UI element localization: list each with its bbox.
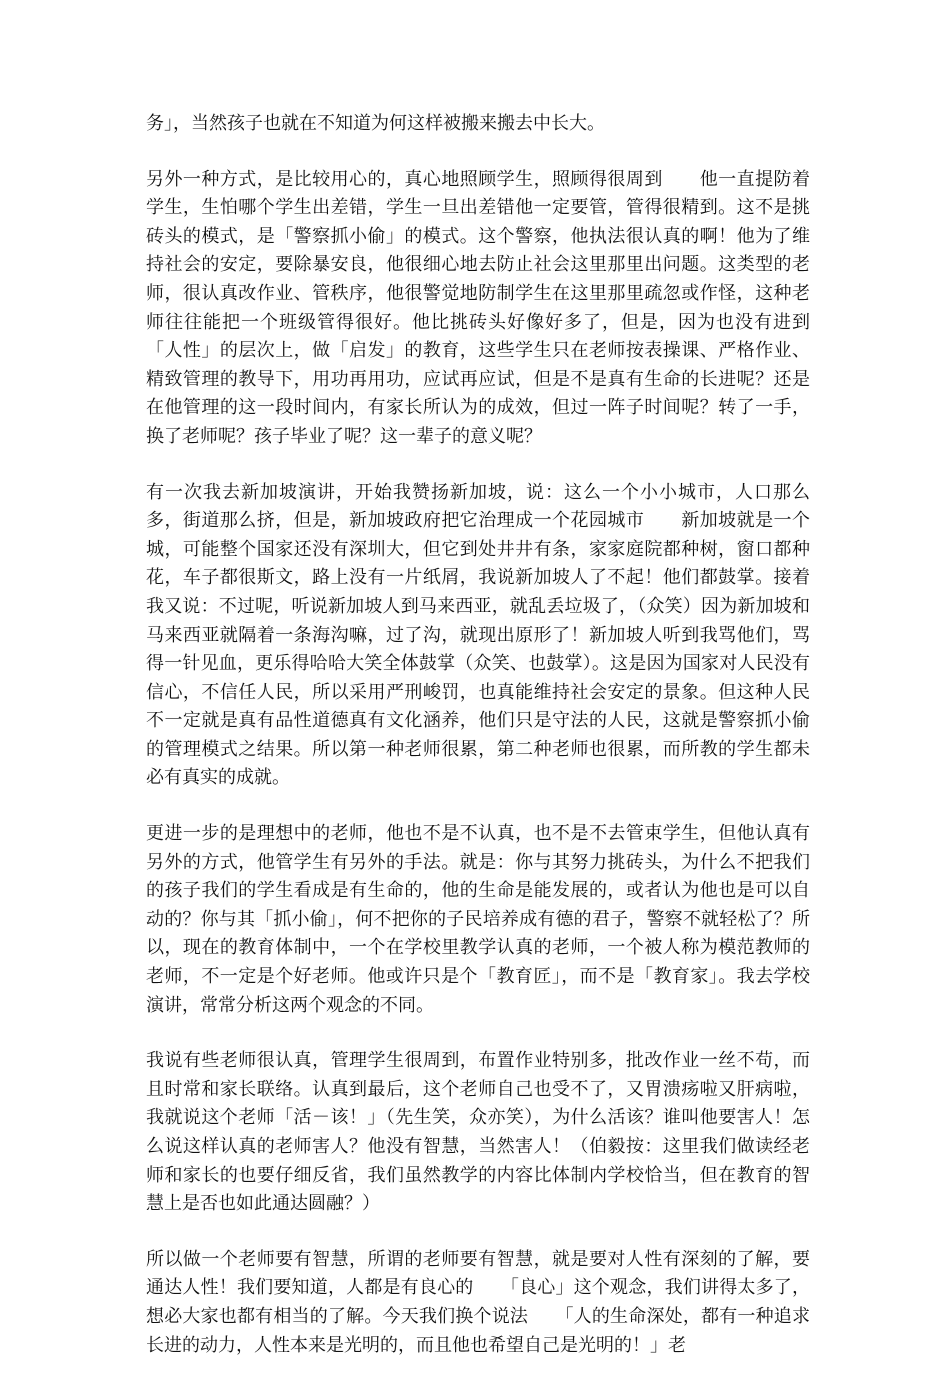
paragraph-2: 另外一种方式，是比较用心的，真心地照顾学生，照顾得很周到 他一直提防着学生，生怕哪个学生出差错，学生一旦出差错他一定要管，管得很精到。这不是挑砖头的模式，是「警察抓小偷」的模式。这个警察，他执法很认真的啊！他为了维持社会的安定，要除暴安良，他很细心地去防止社会这里那里出问题。这类型的老师，很认真改作业、管秩序，他很警觉地防制学生在这里那里疏忽或作怪，这种老师往往能把一个班级管得很好。他比挑砖头好像好多了，但是，因为也没有进到「人性」的层次上，做「启发」的教育，这些学生只在老师按表操课、严格作业、精致管理的教导下，用功再用功，应试再应试，但是不是真有生命的长进呢？还是在他管理的这一段时间内，有家长所认为的成效，但过一阵子时间呢？转了一手，换了老师呢？孩子毕业了呢？这一辈子的意义呢？ xyxy=(146,168,810,447)
paragraph-4: 更进一步的是理想中的老师，他也不是不认真，也不是不去管束学生，但他认真有另外的方式，他管学生有另外的手法。就是：你与其努力挑砖头，为什么不把我们的孩子我们的学生看成是有生命的，他的生命是能发展的，或者认为他也是可以自动的？你与其「抓小偷」，何不把你的子民培养成有德的君子，警察不就轻松了？所以，现在的教育体制中，一个在学校里教学认真的老师，一个被人称为模范教师的老师，不一定是个好老师。他或许只是个「教育匠」，而不是「教育家」。我去学校演讲，常常分析这两个观念的不同。 xyxy=(146,823,810,1016)
paragraph-5: 我说有些老师很认真，管理学生很周到，布置作业特别多，批改作业一丝不苟，而且时常和家长联络。认真到最后，这个老师自己也受不了，又胃溃疡啦又肝病啦，我就说这个老师「活－该！」（先生笑，众亦笑），为什么活该？谁叫他要害人！怎么说这样认真的老师害人？他没有智慧，当然害人！（伯毅按：这里我们做读经老师和家长的也要仔细反省，我们虽然教学的内容比体制内学校恰当，但在教育的智慧上是否也如此通达圆融？） xyxy=(146,1050,810,1215)
paragraph-3: 有一次我去新加坡演讲，开始我赞扬新加坡，说：这么一个小小城市，人口那么多，街道那么挤，但是，新加坡政府把它治理成一个花园城市 新加坡就是一个城，可能整个国家还没有深圳大，但它到处井井有条，家家庭院都种树，窗口都种花，车子都很斯文，路上没有一片纸屑，我说新加坡人了不起！他们都鼓掌。接着我又说：不过呢，听说新加坡人到马来西亚，就乱丢垃圾了，（众笑）因为新加坡和马来西亚就隔着一条海沟嘛，过了沟，就现出原形了！新加坡人听到我骂他们，骂得一针见血，更乐得哈哈大笑全体鼓掌（众笑、也鼓掌）。这是因为国家对人民没有信心，不信任人民，所以采用严刑峻罚，也真能维持社会安定的景象。但这种人民不一定就是真有品性道德真有文化涵养，他们只是守法的人民，这就是警察抓小偷的管理模式之结果。所以第一种老师很累，第二种老师也很累，而所教的学生都未必有真实的成就。 xyxy=(146,481,810,789)
paragraph-6: 所以做一个老师要有智慧，所谓的老师要有智慧，就是要对人性有深刻的了解，要通达人性！我们要知道，人都是有良心的 「良心」这个观念，我们讲得太多了，想必大家也都有相当的了解。今天我们换个说法 「人的生命深处，都有一种追求长进的动力，人性本来是光明的，而且他也希望自己是光明的！」老 xyxy=(146,1248,810,1356)
paragraph-1: 务」，当然孩子也就在不知道为何这样被搬来搬去中长大。 xyxy=(146,113,605,134)
document-body xyxy=(146,110,810,1387)
